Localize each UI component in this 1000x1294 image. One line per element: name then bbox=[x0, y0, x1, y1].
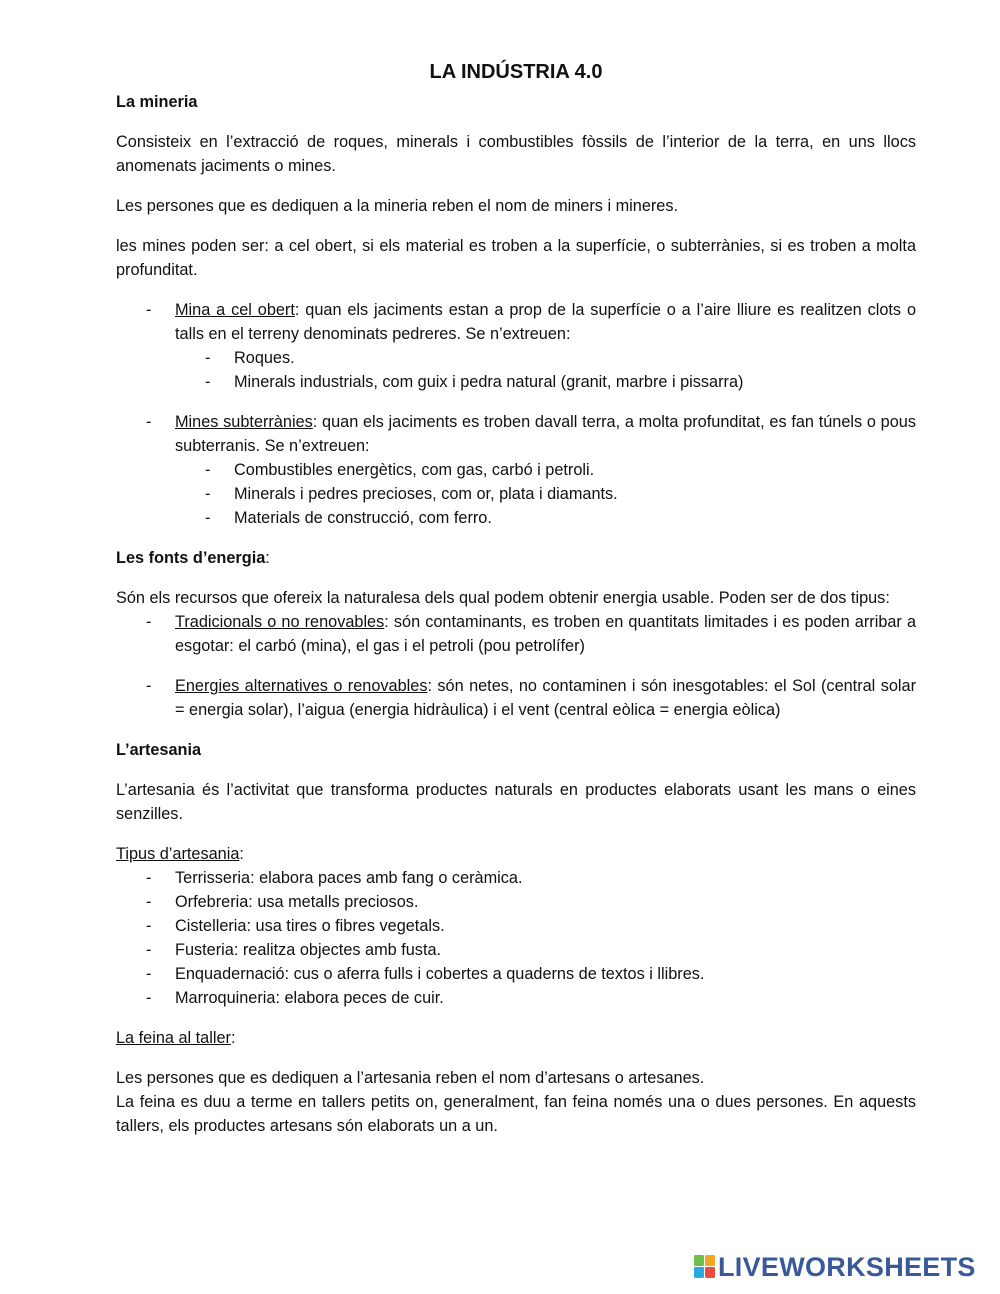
heading-text: Les fonts d’energia bbox=[116, 549, 266, 567]
definition: : són contaminants, es troben en quantitats limitades i es poden arribar a esgotar: el carbó (mina), el gas i el petroli (pou petrolífer) bbox=[175, 613, 916, 655]
subheading-suffix: : bbox=[230, 1029, 236, 1047]
paragraph: Són els recursos que ofereix la naturalesa dels qual podem obtenir energia usable. Poden ser de dos tipus: bbox=[116, 589, 890, 607]
term: Mina a cel obert bbox=[175, 301, 295, 319]
paragraph: L’artesania és l’activitat que transforma productes naturals en productes elaborats usant les mans o eines senzilles. bbox=[116, 781, 916, 823]
list-item: - Marroquineria: elabora peces de cuir. bbox=[116, 986, 916, 1010]
list-item: - Roques. bbox=[175, 346, 916, 370]
subheading-text: La feina al taller bbox=[116, 1029, 231, 1047]
list-item: - Cistelleria: usa tires o fibres vegetals. bbox=[116, 914, 916, 938]
list-item: - Terrisseria: elabora paces amb fang o ceràmica. bbox=[116, 866, 916, 890]
list-item: - Materials de construcció, com ferro. bbox=[175, 506, 916, 530]
worksheet-page bbox=[116, 58, 916, 1154]
paragraph: Les persones que es dediquen a la mineria reben el nom de miners i mineres. bbox=[116, 197, 679, 215]
section-heading-energia bbox=[116, 546, 916, 570]
list-item bbox=[116, 674, 916, 722]
definition: : són netes, no contaminen i són inesgotables: el Sol (central solar = energia solar), l’aigua (energia hidràulica) i el vent (central eòlica = energia eòlica) bbox=[175, 677, 917, 719]
paragraph: Les persones que es dediquen a l’artesania reben el nom d’artesans o artesanes. bbox=[116, 1069, 705, 1087]
list-item bbox=[116, 610, 916, 658]
energy-types-list bbox=[116, 610, 916, 722]
list-item: - Combustibles energètics, com gas, carbó i petroli. bbox=[175, 458, 916, 482]
subheading-text: Tipus d’artesania bbox=[116, 845, 240, 863]
term: Tradicionals o no renovables bbox=[175, 613, 385, 631]
definition: : quan els jaciments estan a prop de la superfície o a l’aire lliure es realitzen clots o talls en el terreny denominats pedreres. Se n’extreuen: bbox=[175, 301, 917, 343]
term: Mines subterrànies bbox=[175, 413, 313, 431]
paragraph: La feina es duu a terme en tallers petits on, generalment, fan feina només una o dues persones. En aquests tallers, els productes artesans són elaborats un a un. bbox=[116, 1093, 916, 1135]
mine-types-list bbox=[116, 298, 916, 530]
liveworksheets-logo-icon bbox=[694, 1255, 716, 1279]
list-item: - Enquadernació: cus o aferra fulls i cobertes a quaderns de textos i llibres. bbox=[116, 962, 916, 986]
sublist bbox=[175, 458, 916, 530]
subheading-feina bbox=[116, 1026, 916, 1050]
sublist bbox=[175, 346, 916, 394]
section-heading-artesania: L’artesania bbox=[116, 741, 202, 759]
page-title: LA INDÚSTRIA 4.0 bbox=[429, 61, 603, 83]
definition: : quan els jaciments es troben davall terra, a molta profunditat, es fan túnels o pous subterranis. Se n’extreuen: bbox=[175, 413, 916, 455]
term: Energies alternatives o renovables bbox=[175, 677, 428, 695]
list-item bbox=[116, 298, 916, 394]
paragraph: les mines poden ser: a cel obert, si els material es troben a la superfície, o subterrànies, si es troben a molta profunditat. bbox=[116, 237, 916, 279]
heading-suffix: : bbox=[265, 549, 270, 567]
paragraph: Consisteix en l’extracció de roques, minerals i combustibles fòssils de l’interior de la terra, en uns llocs anomenats jaciments o mines. bbox=[116, 133, 916, 175]
list-item: - Minerals industrials, com guix i pedra natural (granit, marbre i pissarra) bbox=[175, 370, 916, 394]
craft-types-list bbox=[116, 866, 916, 1010]
list-item: - Minerals i pedres precioses, com or, plata i diamants. bbox=[175, 482, 916, 506]
subheading-tipus bbox=[116, 842, 916, 866]
list-item: - Fusteria: realitza objectes amb fusta. bbox=[116, 938, 916, 962]
section-heading-mineria: La mineria bbox=[116, 93, 198, 111]
logo-wordmark: LIVEWORKSHEETS bbox=[718, 1252, 976, 1282]
subheading-suffix: : bbox=[239, 845, 244, 863]
list-item bbox=[116, 410, 916, 530]
liveworksheets-logo bbox=[694, 1252, 976, 1282]
list-item: - Orfebreria: usa metalls preciosos. bbox=[116, 890, 916, 914]
